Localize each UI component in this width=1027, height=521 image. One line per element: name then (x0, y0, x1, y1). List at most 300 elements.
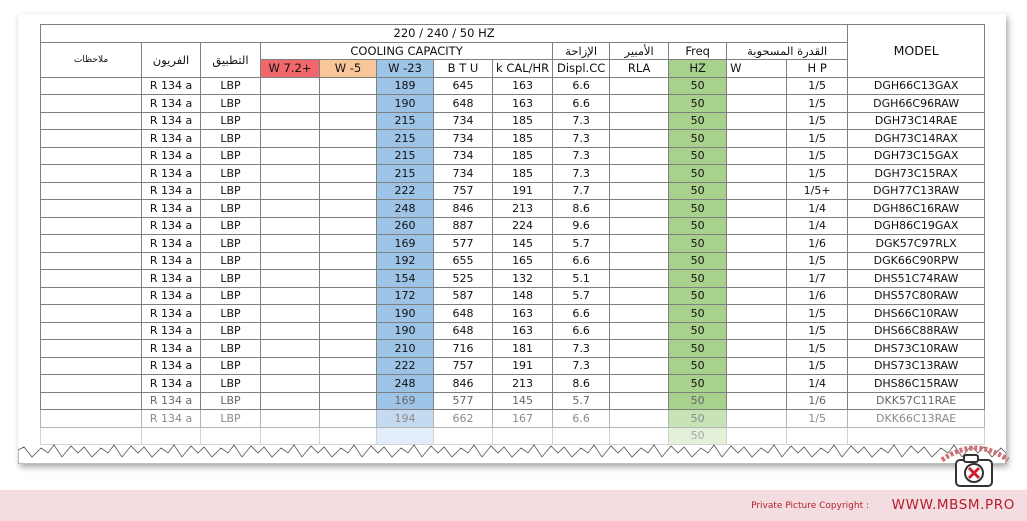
cell-hz: 50 (669, 112, 727, 130)
table-row (41, 410, 985, 428)
cell-hp: 1/6 (787, 392, 848, 410)
cell-kcal: 185 (493, 147, 553, 165)
cell-hp: 1/5 (787, 147, 848, 165)
cell-w23: 190 (377, 305, 434, 323)
table-row (41, 340, 985, 358)
cell-hz: 50 (669, 182, 727, 200)
cell-empty (41, 375, 142, 393)
cell-model: DGH73C15RAX (848, 165, 985, 183)
w5-header: W -5 (320, 60, 377, 78)
cell-model: DGH86C19GAX (848, 217, 985, 235)
cell-empty (610, 357, 669, 375)
cell-ref: R 134 a (142, 270, 201, 288)
cell-empty (610, 95, 669, 113)
cell-empty (610, 165, 669, 183)
cell-empty (261, 322, 320, 340)
cell-hp: 1/6 (787, 235, 848, 253)
cell-w23: 215 (377, 165, 434, 183)
table-row (41, 165, 985, 183)
cell-ref: R 134 a (142, 130, 201, 148)
refrigerant-header: الفريون (142, 42, 201, 77)
cell-hz: 50 (669, 357, 727, 375)
cell-hp: 1/5 (787, 165, 848, 183)
cell-ref: R 134 a (142, 340, 201, 358)
cell-empty (261, 217, 320, 235)
cell-empty (320, 410, 377, 428)
cell-kcal: 163 (493, 95, 553, 113)
cell-empty (727, 130, 787, 148)
cell-btu: 757 (434, 357, 493, 375)
cell-hp: 1/5 (787, 357, 848, 375)
cell-hp: 1/5 (787, 410, 848, 428)
cell-empty (610, 410, 669, 428)
cell-empty (261, 305, 320, 323)
cell-w23: 215 (377, 130, 434, 148)
cell-empty (727, 217, 787, 235)
cell-w23: 248 (377, 375, 434, 393)
cell-empty (610, 375, 669, 393)
cell-displ: 7.3 (553, 340, 610, 358)
rla-header: RLA (610, 60, 669, 78)
freq-header: Freq (669, 42, 727, 60)
cell-kcal: 145 (493, 235, 553, 253)
cell-model: DHS51C74RAW (848, 270, 985, 288)
cell-w23: 260 (377, 217, 434, 235)
cell-empty (727, 112, 787, 130)
cell-ref: R 134 a (142, 95, 201, 113)
cell-empty (320, 130, 377, 148)
cell-empty (261, 77, 320, 95)
cell-btu: 655 (434, 252, 493, 270)
cell-app: LBP (201, 95, 261, 113)
cell-empty (261, 147, 320, 165)
cell-empty (41, 182, 142, 200)
cell-app: LBP (201, 130, 261, 148)
cell-model: DHS57C80RAW (848, 287, 985, 305)
cell-empty (610, 182, 669, 200)
cell-kcal: 165 (493, 252, 553, 270)
cell-hp: 1/5 (787, 340, 848, 358)
cell-btu: 577 (434, 235, 493, 253)
cell-w23: 169 (377, 392, 434, 410)
cell-ref: R 134 a (142, 375, 201, 393)
cell-empty (727, 182, 787, 200)
w72-header: W 7.2+ (261, 60, 320, 78)
cell-btu: 587 (434, 287, 493, 305)
cell-displ: 7.3 (553, 112, 610, 130)
cell-btu: 846 (434, 200, 493, 218)
cell-empty (41, 147, 142, 165)
cell-kcal: 191 (493, 357, 553, 375)
cell-empty (610, 130, 669, 148)
table-row (41, 322, 985, 340)
table-row (41, 77, 985, 95)
cell-ref: R 134 a (142, 287, 201, 305)
cell-displ: 7.3 (553, 147, 610, 165)
cell-model: DGK57C97RLX (848, 235, 985, 253)
cell-empty (320, 77, 377, 95)
cell-model: DKK57C11RAE (848, 392, 985, 410)
cell-hz: 50 (669, 287, 727, 305)
cell-displ: 5.7 (553, 392, 610, 410)
cell-ref: R 134 a (142, 410, 201, 428)
kcal-header: k CAL/HR (493, 60, 553, 78)
cell-empty (41, 235, 142, 253)
cell-model: DGK66C90RPW (848, 252, 985, 270)
cell-btu: 645 (434, 77, 493, 95)
cell-empty (727, 165, 787, 183)
voltage-header: 220 / 240 / 50 HZ (41, 25, 848, 43)
cell-hp: 1/4 (787, 375, 848, 393)
cell-empty (610, 112, 669, 130)
cell-empty (261, 375, 320, 393)
header-row-groups (41, 42, 985, 60)
table-row (41, 95, 985, 113)
cell-ref: R 134 a (142, 112, 201, 130)
cell-displ: 6.6 (553, 322, 610, 340)
cell-empty (41, 287, 142, 305)
model-header: MODEL (848, 25, 985, 78)
cell-model: DHS66C88RAW (848, 322, 985, 340)
cell-hp: 1/4 (787, 200, 848, 218)
cell-empty (41, 130, 142, 148)
cell-empty (41, 200, 142, 218)
cell-empty (727, 375, 787, 393)
cell-empty (320, 112, 377, 130)
table-row (41, 375, 985, 393)
cell-btu: 662 (434, 410, 493, 428)
cell-empty (320, 270, 377, 288)
cell-hp: 1/4 (787, 217, 848, 235)
hz-header: HZ (669, 60, 727, 78)
cell-empty (41, 410, 142, 428)
w23-header: W -23 (377, 60, 434, 78)
cell-displ: 5.7 (553, 287, 610, 305)
cell-empty (610, 235, 669, 253)
cell-empty (261, 112, 320, 130)
cell-empty (261, 270, 320, 288)
cell-btu: 757 (434, 182, 493, 200)
displ-header: Displ.CC (553, 60, 610, 78)
table-row (41, 130, 985, 148)
cell-model: DHS73C13RAW (848, 357, 985, 375)
cell-kcal: 163 (493, 322, 553, 340)
cell-app: LBP (201, 287, 261, 305)
cell-hz: 50 (669, 95, 727, 113)
cell-ref: R 134 a (142, 217, 201, 235)
cell-app: LBP (201, 77, 261, 95)
cell-displ: 8.6 (553, 200, 610, 218)
cell-empty (727, 410, 787, 428)
cell-ref: R 134 a (142, 392, 201, 410)
table-row (41, 112, 985, 130)
cell-btu: 577 (434, 392, 493, 410)
torn-edge (18, 442, 1006, 464)
cell-empty (320, 217, 377, 235)
cell-btu: 734 (434, 112, 493, 130)
cell-empty (41, 217, 142, 235)
cell-ref: R 134 a (142, 165, 201, 183)
cell-btu: 525 (434, 270, 493, 288)
cell-empty (261, 235, 320, 253)
cell-ref: R 134 a (142, 252, 201, 270)
cell-hp: 1/5 (787, 112, 848, 130)
cell-w23: 222 (377, 357, 434, 375)
cell-ref: R 134 a (142, 182, 201, 200)
cell-empty (41, 270, 142, 288)
cell-empty (727, 305, 787, 323)
cell-displ: 6.6 (553, 410, 610, 428)
cell-empty (727, 392, 787, 410)
cell-kcal: 163 (493, 77, 553, 95)
cell-empty (320, 95, 377, 113)
cell-empty (610, 322, 669, 340)
table-row (41, 270, 985, 288)
cell-empty (41, 305, 142, 323)
cell-w23: 190 (377, 95, 434, 113)
cell-kcal: 148 (493, 287, 553, 305)
header-row-voltage (41, 25, 985, 43)
cell-empty (727, 235, 787, 253)
cell-empty (610, 287, 669, 305)
cell-displ: 7.3 (553, 130, 610, 148)
cell-displ: 7.7 (553, 182, 610, 200)
cell-displ: 5.1 (553, 270, 610, 288)
cell-app: LBP (201, 112, 261, 130)
cell-empty (320, 147, 377, 165)
application-header: التطبيق (201, 42, 261, 77)
cell-app: LBP (201, 235, 261, 253)
cell-empty (261, 165, 320, 183)
cell-displ: 7.3 (553, 165, 610, 183)
cell-empty (610, 77, 669, 95)
cell-empty (610, 252, 669, 270)
cell-empty (320, 392, 377, 410)
cell-empty (261, 357, 320, 375)
cell-btu: 648 (434, 305, 493, 323)
cell-app: LBP (201, 147, 261, 165)
cell-model: DHS66C10RAW (848, 305, 985, 323)
cell-displ: 6.6 (553, 305, 610, 323)
cell-hp: 1/5 (787, 130, 848, 148)
cell-hp: 1/6 (787, 287, 848, 305)
cell-empty (41, 252, 142, 270)
cell-empty (320, 165, 377, 183)
cell-app: LBP (201, 200, 261, 218)
cell-btu: 648 (434, 322, 493, 340)
displacement-header: الإزاحة (553, 42, 610, 60)
cell-hz: 50 (669, 130, 727, 148)
cell-hz: 50 (669, 305, 727, 323)
cell-kcal: 145 (493, 392, 553, 410)
cell-hp: 1/5+ (787, 182, 848, 200)
cell-empty (261, 182, 320, 200)
cell-displ: 8.6 (553, 375, 610, 393)
spec-sheet (18, 14, 1006, 464)
copyright-label: Private Picture Copyright : (751, 501, 869, 511)
cell-app: LBP (201, 322, 261, 340)
cell-ref: R 134 a (142, 77, 201, 95)
cell-hz: 50 (669, 410, 727, 428)
cell-hp: 1/7 (787, 270, 848, 288)
cell-model: DGH86C16RAW (848, 200, 985, 218)
cell-empty (41, 392, 142, 410)
cell-kcal: 163 (493, 305, 553, 323)
table-row (41, 252, 985, 270)
cell-btu: 846 (434, 375, 493, 393)
cell-ref: R 134 a (142, 322, 201, 340)
cell-app: LBP (201, 305, 261, 323)
cell-displ: 6.6 (553, 77, 610, 95)
cell-w23: 192 (377, 252, 434, 270)
table-row (41, 235, 985, 253)
cell-w23: 222 (377, 182, 434, 200)
cell-displ: 9.6 (553, 217, 610, 235)
cooling-capacity-header: COOLING CAPACITY (261, 42, 553, 60)
cell-btu: 887 (434, 217, 493, 235)
cell-empty (261, 392, 320, 410)
cell-kcal: 181 (493, 340, 553, 358)
cell-empty (261, 410, 320, 428)
cell-empty (261, 340, 320, 358)
cell-displ: 7.3 (553, 357, 610, 375)
cell-model: DKK66C13RAE (848, 410, 985, 428)
cell-empty (727, 270, 787, 288)
cell-model: DHS86C15RAW (848, 375, 985, 393)
cell-hz: 50 (669, 340, 727, 358)
cell-btu: 648 (434, 95, 493, 113)
cell-btu: 734 (434, 165, 493, 183)
cell-empty (320, 375, 377, 393)
cell-hp: 1/5 (787, 322, 848, 340)
cell-empty (727, 252, 787, 270)
cell-empty (261, 252, 320, 270)
cell-hz: 50 (669, 200, 727, 218)
cell-w23: 215 (377, 147, 434, 165)
cell-empty (727, 77, 787, 95)
cell-w23: 169 (377, 235, 434, 253)
table-row (41, 200, 985, 218)
cell-hp: 1/5 (787, 77, 848, 95)
cell-w23: 172 (377, 287, 434, 305)
camera-logo-icon (934, 440, 1016, 492)
footer-bar (0, 490, 1027, 521)
cell-empty (727, 322, 787, 340)
cell-w23: 215 (377, 112, 434, 130)
cell-w23: 154 (377, 270, 434, 288)
cell-empty (320, 322, 377, 340)
cell-model: DGH73C15GAX (848, 147, 985, 165)
cell-hz: 50 (669, 165, 727, 183)
cell-app: LBP (201, 217, 261, 235)
cell-app: LBP (201, 410, 261, 428)
cell-model: DGH77C13RAW (848, 182, 985, 200)
cell-btu: 734 (434, 130, 493, 148)
cell-app: LBP (201, 270, 261, 288)
cell-empty (320, 340, 377, 358)
cell-empty (320, 252, 377, 270)
cell-empty (610, 305, 669, 323)
cell-hz: 50 (669, 217, 727, 235)
cell-btu: 734 (434, 147, 493, 165)
table-row (41, 217, 985, 235)
hp-header: H P (787, 60, 848, 78)
cell-ref: R 134 a (142, 357, 201, 375)
cell-empty (41, 340, 142, 358)
cell-empty (610, 340, 669, 358)
cell-w23: 210 (377, 340, 434, 358)
cell-empty (727, 95, 787, 113)
cell-model: DGH73C14RAE (848, 112, 985, 130)
cell-hp: 1/5 (787, 95, 848, 113)
cell-empty (727, 287, 787, 305)
table-row (41, 182, 985, 200)
site-link[interactable]: WWW.MBSM.PRO (891, 497, 1015, 513)
cell-empty (261, 130, 320, 148)
cell-kcal: 185 (493, 130, 553, 148)
cell-empty (727, 340, 787, 358)
cell-ref: R 134 a (142, 235, 201, 253)
cell-empty (41, 112, 142, 130)
cell-kcal: 185 (493, 112, 553, 130)
notes-header: ملاحظات (41, 42, 142, 77)
cell-hz: 50 (669, 375, 727, 393)
cell-empty (41, 357, 142, 375)
cell-kcal: 213 (493, 375, 553, 393)
cell-app: LBP (201, 252, 261, 270)
cell-hz: 50 (669, 270, 727, 288)
cell-empty (610, 147, 669, 165)
cell-hp: 1/5 (787, 305, 848, 323)
cell-empty (41, 165, 142, 183)
cell-displ: 5.7 (553, 235, 610, 253)
cell-empty (261, 287, 320, 305)
table-body (41, 77, 985, 445)
cell-empty (41, 322, 142, 340)
cell-empty (610, 200, 669, 218)
cell-empty (610, 217, 669, 235)
cell-w23: 248 (377, 200, 434, 218)
cell-empty (727, 147, 787, 165)
cell-kcal: 213 (493, 200, 553, 218)
table-row (41, 357, 985, 375)
cell-empty (727, 200, 787, 218)
cell-btu: 716 (434, 340, 493, 358)
cell-w23: 194 (377, 410, 434, 428)
cell-model: DHS73C10RAW (848, 340, 985, 358)
cell-ref: R 134 a (142, 147, 201, 165)
cell-hz: 50 (669, 392, 727, 410)
cell-empty (320, 305, 377, 323)
cell-empty (41, 77, 142, 95)
cell-app: LBP (201, 357, 261, 375)
cell-empty (320, 200, 377, 218)
cell-w23: 189 (377, 77, 434, 95)
cell-kcal: 185 (493, 165, 553, 183)
cell-model: DGH66C96RAW (848, 95, 985, 113)
cell-ref: R 134 a (142, 200, 201, 218)
cell-displ: 6.6 (553, 252, 610, 270)
cell-empty (41, 95, 142, 113)
table-row (41, 147, 985, 165)
cell-app: LBP (201, 375, 261, 393)
w-header: W (727, 60, 787, 78)
cell-hz: 50 (669, 147, 727, 165)
cell-model: DGH73C14RAX (848, 130, 985, 148)
cell-app: LBP (201, 392, 261, 410)
cell-empty (320, 287, 377, 305)
cell-hp: 1/5 (787, 252, 848, 270)
